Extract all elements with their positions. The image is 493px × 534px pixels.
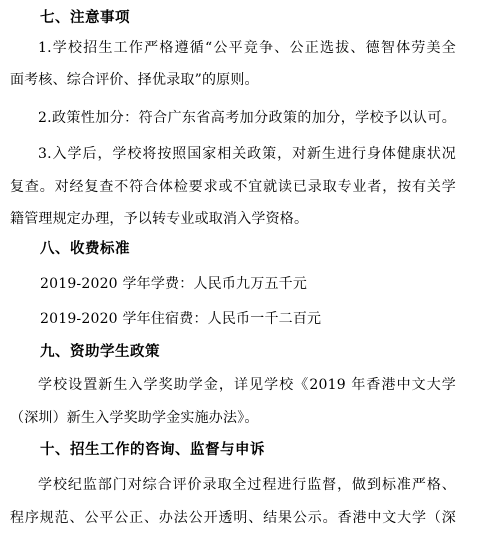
fee-line-tuition: 2019-2020 学年学费：人民币九万五千元	[40, 276, 308, 292]
section-heading-notes: 七、注意事项	[40, 10, 130, 26]
paragraph-line: 面考核、综合评价、择优录取”的原则。	[10, 72, 259, 88]
paragraph-line: 3.入学后，学校将按照国家相关政策，对新生进行身体健康状况	[38, 146, 456, 162]
section-heading-inquiry-supervision: 十、招生工作的咨询、监督与申诉	[40, 442, 265, 458]
paragraph-line: 学校纪监部门对综合评价录取全过程进行监督，做到标准严格、	[38, 477, 456, 493]
paragraph-line: 程序规范、公平公正、办法公开透明、结果公示。香港中文大学（深	[10, 510, 456, 526]
paragraph-line: 学校设置新生入学奖助学金，详见学校《2019 年香港中文大学	[38, 377, 456, 393]
paragraph-line: （深圳）新生入学奖助学金实施办法》。	[10, 410, 259, 426]
fee-line-accommodation: 2019-2020 学年住宿费：人民币一千二百元	[40, 311, 322, 327]
paragraph-line: 2.政策性加分：符合广东省高考加分政策的加分，学校予以认可。	[38, 110, 456, 126]
paragraph-line: 复查。对经复查不符合体检要求或不宜就读已录取专业者，按有关学	[10, 179, 456, 195]
paragraph-line: 籍管理规定办理，予以转专业或取消入学资格。	[10, 211, 309, 227]
section-heading-financial-aid: 九、资助学生政策	[40, 344, 160, 360]
paragraph-line: 1.学校招生工作严格遵循“公平竞争、公正选拔、德智体劳美全	[38, 40, 456, 56]
section-heading-fees: 八、收费标准	[40, 241, 130, 257]
